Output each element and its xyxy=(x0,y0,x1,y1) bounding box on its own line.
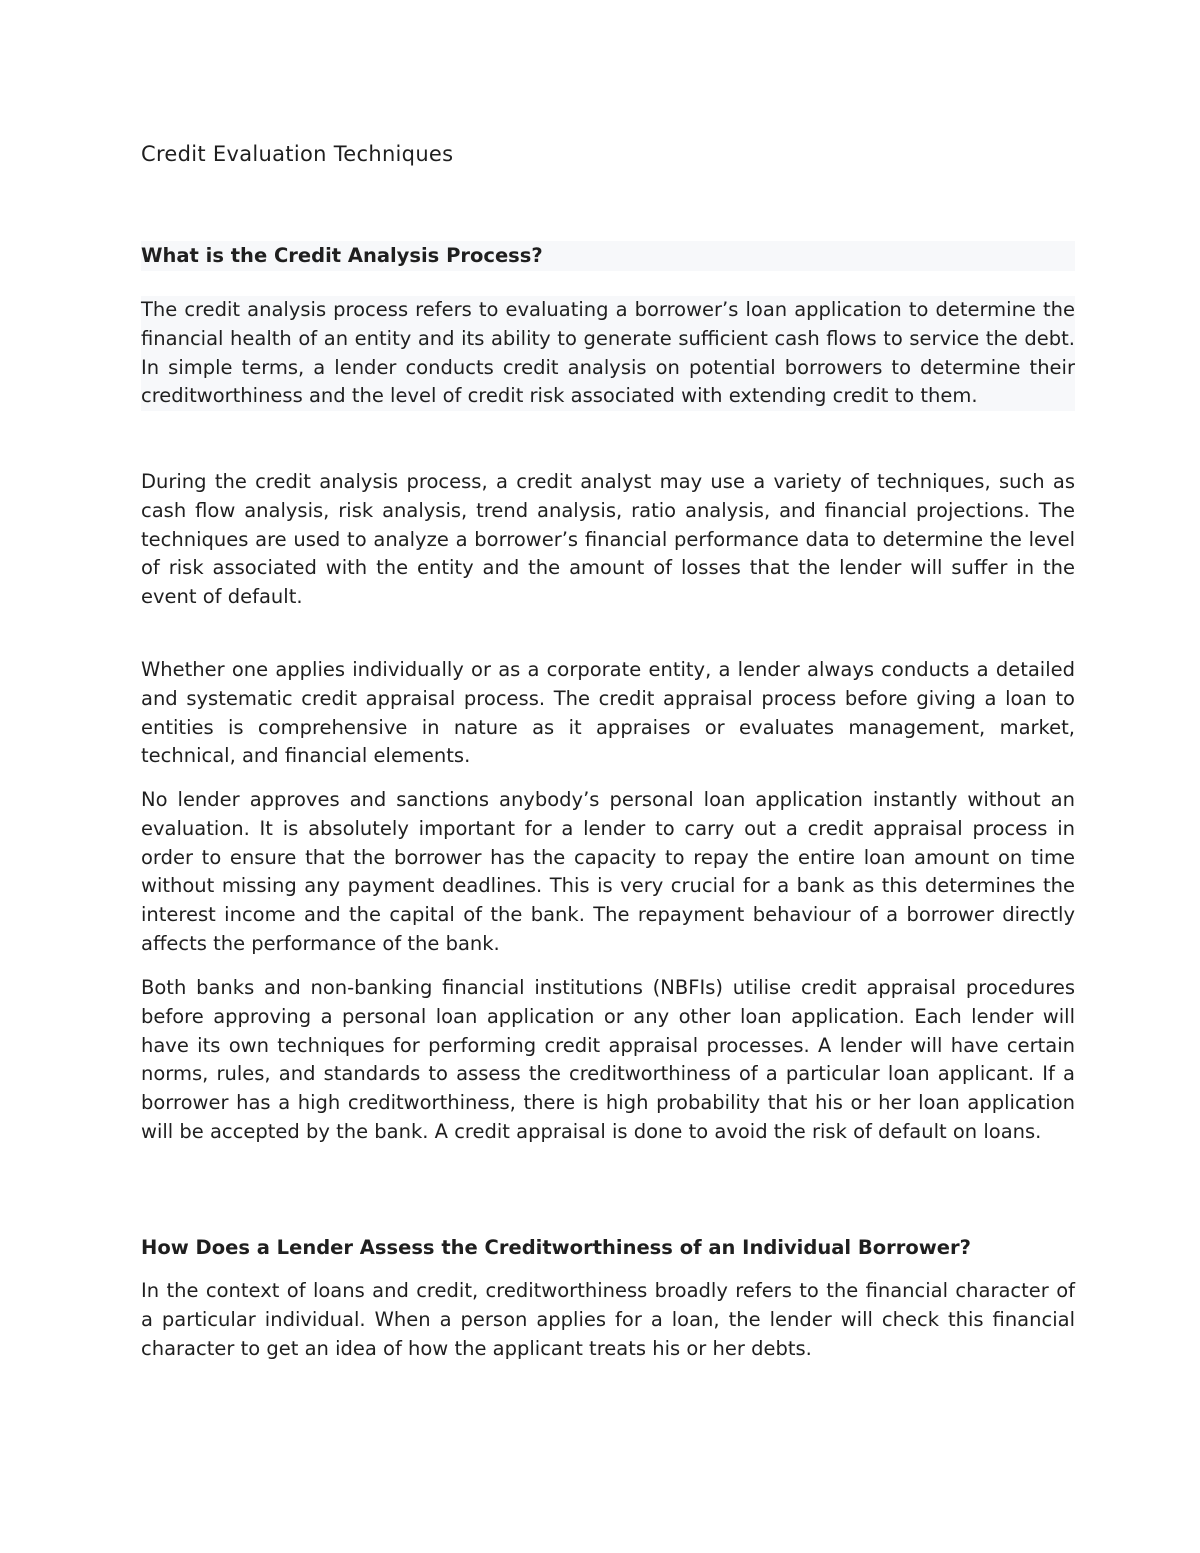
section-heading-credit-analysis-process: What is the Credit Analysis Process? xyxy=(141,241,1075,271)
paragraph-lender-evaluation: No lender approves and sanctions anybody’s personal loan application instantly without an evaluation. It is absolutely important for a lender to carry out a credit appraisal process in order to ensure that the borrower has the capacity to repay the entire loan amount on time without missing any payment deadlines. This is very crucial for a bank as this determines the interest income and the capital of the bank. The repayment behaviour of a borrower directly affects the performance of the bank. xyxy=(141,788,1075,955)
paragraph-creditworthiness-definition: In the context of loans and credit, creditworthiness broadly refers to the financial character of a particular individual. When a person applies for a loan, the lender will check this financial character to get an idea of how the applicant treats his or her debts. xyxy=(141,1279,1075,1360)
paragraph-credit-appraisal-process: Whether one applies individually or as a corporate entity, a lender always conducts a detailed and systematic credit appraisal process. The credit appraisal process before giving a loan to entities is comprehensive in nature as it appraises or evaluates management, market, technical, and financial elements. xyxy=(141,658,1075,768)
section-heading-assess-creditworthiness: How Does a Lender Assess the Creditworthiness of an Individual Borrower? xyxy=(141,1236,971,1259)
paragraph-banks-nbfis: Both banks and non-banking financial institutions (NBFIs) utilise credit appraisal procedures before approving a personal loan application or any other loan application. Each lender will have its own techniques for performing credit appraisal processes. A lender will have certain norms, rules, and standards to assess the creditworthiness of a particular loan applicant. If a borrower has a high creditworthiness, there is high probability that his or her loan application will be accepted by the bank. A credit appraisal is done to avoid the risk of default on loans. xyxy=(141,976,1075,1143)
paragraph-credit-analysis-techniques: During the credit analysis process, a credit analyst may use a variety of techniques, such as cash flow analysis, risk analysis, trend analysis, ratio analysis, and financial projections. The techniques are used to analyze a borrower’s financial performance data to determine the level of risk associated with the entity and the amount of losses that the lender will suffer in the event of default. xyxy=(141,470,1075,609)
document-title: Credit Evaluation Techniques xyxy=(141,142,454,166)
paragraph-credit-analysis-definition: The credit analysis process refers to evaluating a borrower’s loan application to determine the financial health of an entity and its ability to generate sufficient cash flows to service the debt. In simple terms, a lender conducts credit analysis on potential borrowers to determine their creditworthiness and the level of credit risk associated with extending credit to them. xyxy=(141,296,1075,411)
